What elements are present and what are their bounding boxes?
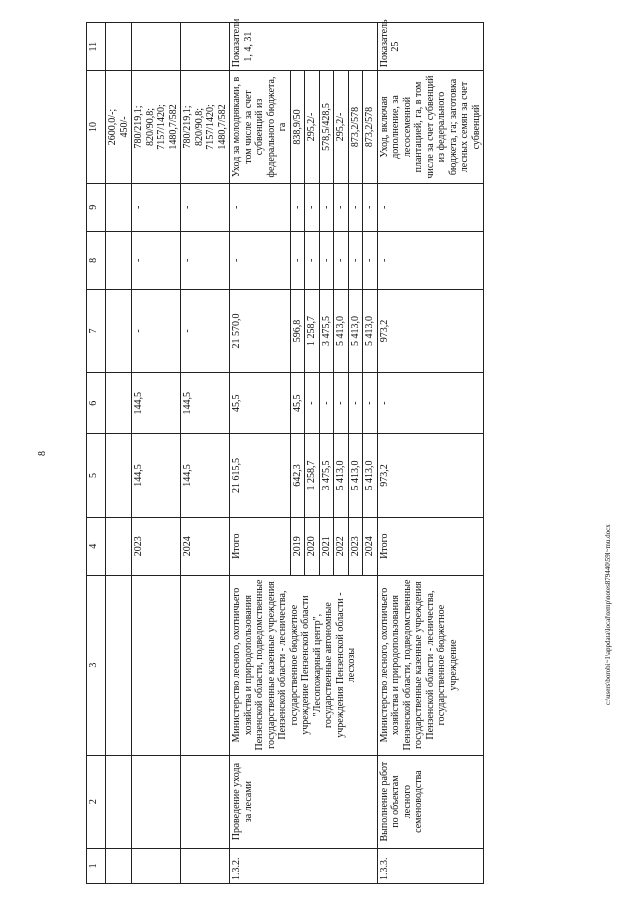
cell: 3 475,5 <box>319 289 334 373</box>
col-header: 10 <box>87 71 106 183</box>
indicator-desc: Уход за молодняками, в том числе за счет субвенций из федерального бюджета, га <box>230 71 291 183</box>
table-row <box>132 23 181 884</box>
cell: - <box>305 373 320 434</box>
cell: 5 413,0 <box>348 434 363 518</box>
cell: 780/219,1; 820/90,8; 7157/1420; 1480,7/582 <box>132 71 181 183</box>
cell: - <box>377 373 484 434</box>
cell: 295,2/- <box>305 71 320 183</box>
col-header: 4 <box>87 517 106 575</box>
cell: 2019 <box>290 517 305 575</box>
cell: - <box>290 183 305 231</box>
cell: - <box>363 373 378 434</box>
cell: - <box>230 231 291 289</box>
cell: - <box>319 231 334 289</box>
cell: 144,5 <box>181 434 230 518</box>
cell: 2020 <box>305 517 320 575</box>
executor: Министерство лесного, охотничьего хозяйства и природопользования Пензенской области, подведомственные государственные казенные учреждения Пензенской области - лесничества, государственное бюджетное учреждение Пензенской области "Лесопожарный центр", государственные автономные учреждения Пензенской области - лесхозы <box>230 575 378 755</box>
cell: - <box>348 183 363 231</box>
cell: 5 413,0 <box>334 434 349 518</box>
table-row <box>377 23 484 884</box>
cell: 2023 <box>132 517 181 575</box>
cell: 45,5 <box>230 373 291 434</box>
col-header: 9 <box>87 183 106 231</box>
indicator-ref: Показатель 25 <box>377 23 484 71</box>
cell: - <box>305 183 320 231</box>
col-header: 5 <box>87 434 106 518</box>
col-header: 11 <box>87 23 106 71</box>
executor: Министерство лесного, охотничьего хозяйства и природопользования Пензенской области, подведомственные государственные казенные учреждения Пензенской области - лесничества, государственное бюджетное учреждение <box>377 575 484 755</box>
cell: 2021 <box>319 517 334 575</box>
cell: - <box>132 289 181 373</box>
cell: 2024 <box>363 517 378 575</box>
footer-file-path: c:\users\borobi~1\appdata\local\temp\notes879440\59l~mu.docx <box>604 524 612 705</box>
cell: 144,5 <box>181 373 230 434</box>
cell: 596,8 <box>290 289 305 373</box>
cell: - <box>334 183 349 231</box>
activity-name: Выполнение работ по объектам лесного семеноводства <box>377 755 484 848</box>
cell: - <box>319 373 334 434</box>
cell: - <box>363 183 378 231</box>
activity-name: Проведение ухода за лесами <box>230 755 378 848</box>
page-number: 8 <box>37 451 48 456</box>
cell: 3 475,5 <box>319 434 334 518</box>
cell: 873,2/578 <box>348 71 363 183</box>
cell: 5 413,0 <box>348 289 363 373</box>
table-row <box>181 23 230 884</box>
cell: - <box>181 231 230 289</box>
cell: 642,3 <box>290 434 305 518</box>
cell: - <box>230 183 291 231</box>
cell: 2600,0/-; 450/- <box>106 71 132 183</box>
table-row <box>230 23 291 884</box>
col-header: 7 <box>87 289 106 373</box>
rotated-table-page <box>86 18 482 884</box>
col-header: 1 <box>87 848 106 883</box>
cell: 2022 <box>334 517 349 575</box>
cell: 295,2/- <box>334 71 349 183</box>
cell: - <box>305 231 320 289</box>
cell: - <box>181 183 230 231</box>
cell: 578,5/428,5 <box>319 71 334 183</box>
indicator-desc: Уход, включая дополнение, за лесосеменной плантацией, га, в том числе за счет субвенций из федерального бюджета, га; заготовка лесных семян за счет субвенций <box>377 71 484 183</box>
indicator-ref: Показатели 1, 4, 31 <box>230 23 378 71</box>
cell: 973,2 <box>377 434 484 518</box>
cell: 1 258,7 <box>305 434 320 518</box>
cell: - <box>132 231 181 289</box>
row-number: 1.3.3. <box>377 848 484 883</box>
cell: - <box>181 289 230 373</box>
cell: 873,2/578 <box>363 71 378 183</box>
col-header: 8 <box>87 231 106 289</box>
cell: - <box>348 373 363 434</box>
cell: 1 258,7 <box>305 289 320 373</box>
col-header: 6 <box>87 373 106 434</box>
col-header: 3 <box>87 575 106 755</box>
cell: - <box>290 231 305 289</box>
cell: - <box>132 183 181 231</box>
cell: 2024 <box>181 517 230 575</box>
header-row <box>87 23 106 884</box>
cell: - <box>377 231 484 289</box>
cell: - <box>319 183 334 231</box>
cell: 5 413,0 <box>363 289 378 373</box>
cell: 21 615,5 <box>230 434 291 518</box>
cell: Итого <box>377 517 484 575</box>
cell: - <box>334 373 349 434</box>
cell: 45,5 <box>290 373 305 434</box>
table-row <box>106 23 132 884</box>
cell: - <box>348 231 363 289</box>
cell: - <box>334 231 349 289</box>
cell: 144,5 <box>132 434 181 518</box>
cell: 2023 <box>348 517 363 575</box>
cell: 144,5 <box>132 373 181 434</box>
cell: 973,2 <box>377 289 484 373</box>
cell: 5 413,0 <box>363 434 378 518</box>
cell: Итого <box>230 517 291 575</box>
cell: 21 570,0 <box>230 289 291 373</box>
cell: - <box>363 231 378 289</box>
cell: 5 413,0 <box>334 289 349 373</box>
cell: 780/219,1; 820/90,8; 7157/1420; 1480,7/582 <box>181 71 230 183</box>
row-number: 1.3.2. <box>230 848 378 883</box>
cell: 838,9/50 <box>290 71 305 183</box>
col-header: 2 <box>87 755 106 848</box>
cell: - <box>377 183 484 231</box>
program-table <box>86 18 484 884</box>
